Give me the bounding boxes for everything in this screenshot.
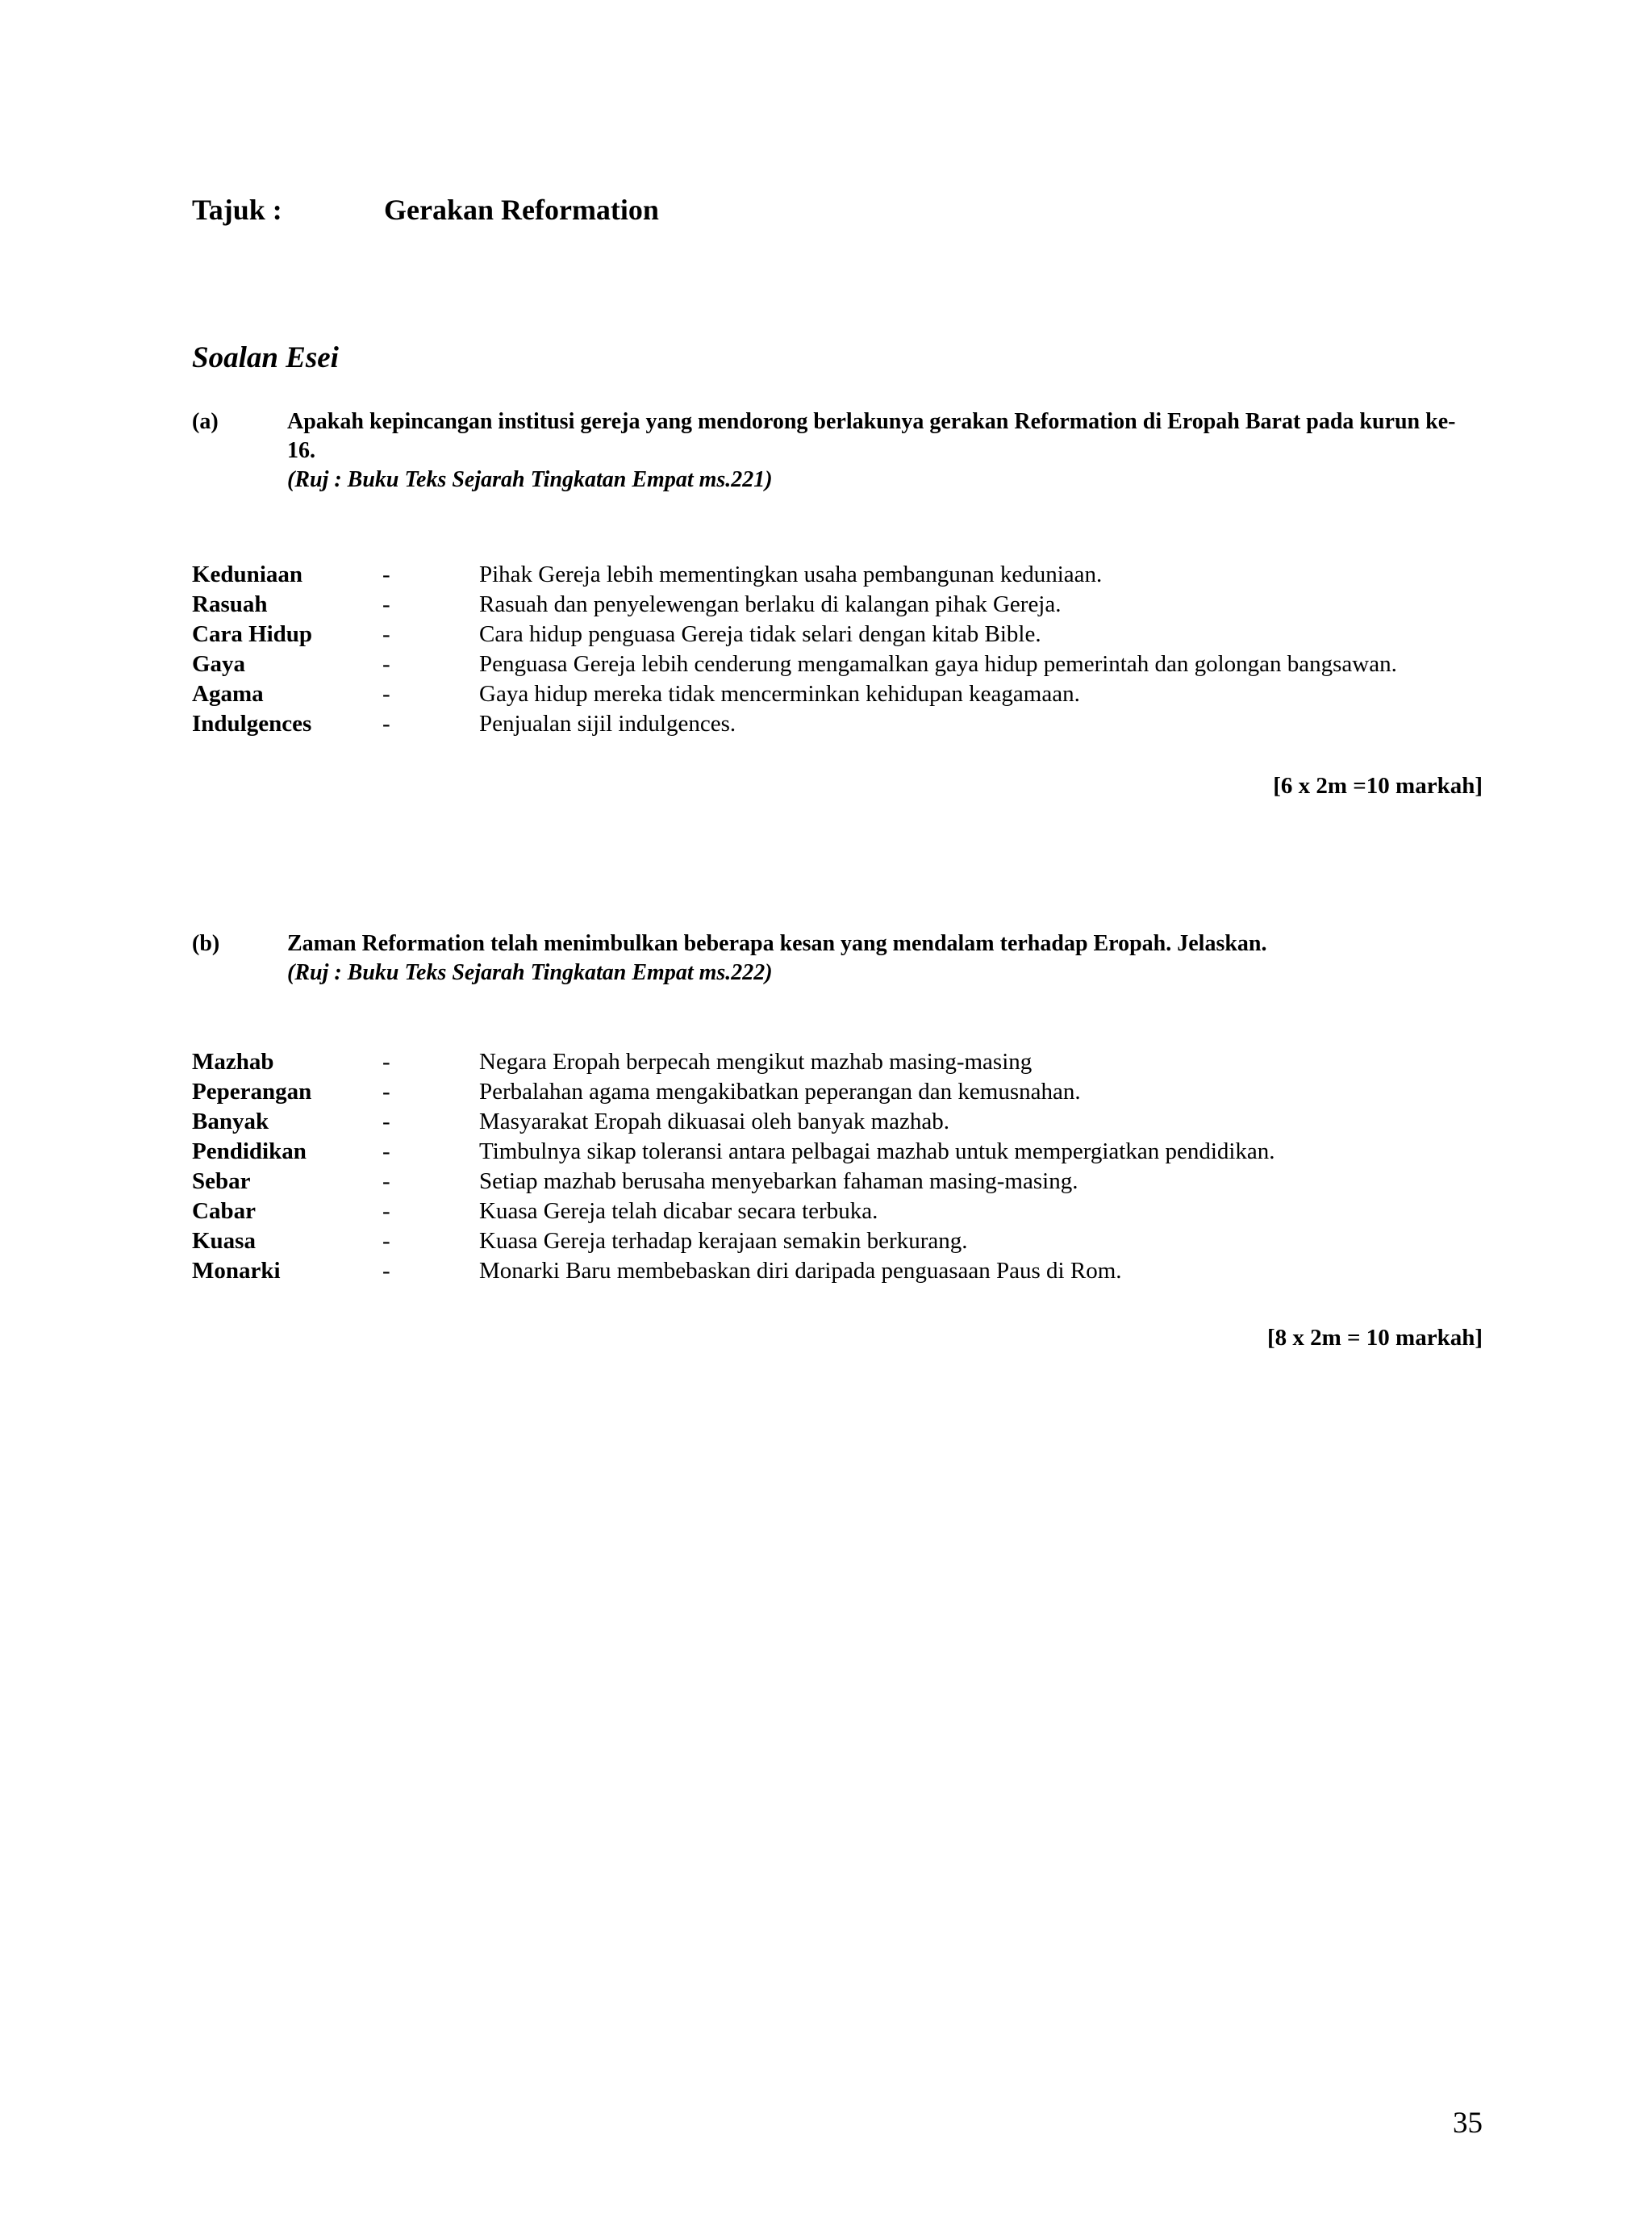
answer-dash: - [382,1228,390,1254]
answer-term: Cabar [192,1198,256,1224]
topic-title: Gerakan Reformation [384,194,659,226]
marks-a: [6 x 2m =10 markah] [1273,773,1483,799]
answer-row [192,649,1483,679]
answer-description: Gaya hidup mereka tidak mencerminkan kehidupan keagamaan. [479,681,1080,707]
answer-dash: - [382,591,390,617]
answer-row [192,620,1483,649]
answer-description: Perbalahan agama mengakibatkan peperangan dan kemusnahan. [479,1079,1081,1105]
answer-dash: - [382,1198,390,1224]
answer-description: Monarki Baru membebaskan diri daripada penguasaan Paus di Rom. [479,1258,1122,1284]
answer-description: Rasuah dan penyelewengan berlaku di kalangan pihak Gereja. [479,591,1062,617]
answer-term: Indulgences [192,711,312,737]
topic-line [192,190,659,229]
answer-description: Kuasa Gereja terhadap kerajaan semakin berkurang. [479,1228,968,1254]
answer-row [192,1256,1483,1286]
answer-list-b [192,1047,1483,1286]
answer-term: Cara Hidup [192,621,313,647]
answer-dash: - [382,681,390,707]
answer-term: Agama [192,681,264,707]
answer-dash: - [382,1138,390,1164]
answer-dash: - [382,1258,390,1284]
answer-description: Penjualan sijil indulgences. [479,711,736,737]
answer-row [192,1226,1483,1256]
answer-term: Sebar [192,1168,251,1194]
answer-term: Mazhab [192,1049,274,1075]
answer-list-a [192,560,1483,739]
answer-row [192,679,1483,709]
answer-row [192,560,1483,590]
answer-dash: - [382,651,390,677]
question-a [192,407,1483,495]
answer-description: Kuasa Gereja telah dicabar secara terbuka. [479,1198,878,1224]
answer-row [192,590,1483,620]
answer-term: Monarki [192,1258,281,1284]
answer-row [192,1077,1483,1107]
answer-term: Kuasa [192,1228,256,1254]
answer-dash: - [382,711,390,737]
question-b-number: (b) [192,931,220,956]
question-b-text: Zaman Reformation telah menimbulkan beberapa kesan yang mendalam terhadap Eropah. Jelaskan. [287,931,1267,956]
answer-term: Rasuah [192,591,268,617]
marks-b: [8 x 2m = 10 markah] [1266,1325,1483,1351]
answer-term: Peperangan [192,1079,312,1105]
answer-description: Pihak Gereja lebih mementingkan usaha pembangunan keduniaan. [479,562,1103,587]
question-a-text: Apakah kepincangan institusi gereja yang mendorong berlakunya gerakan Reformation di Eropah Barat pada kurun ke-16. [287,409,1456,463]
answer-description: Timbulnya sikap toleransi antara pelbagai mazhab untuk mempergiatkan pendidikan. [479,1138,1275,1164]
answer-row [192,1137,1483,1167]
question-a-reference: (Ruj : Buku Teks Sejarah Tingkatan Empat ms.221) [287,467,773,492]
answer-term: Pendidikan [192,1138,307,1164]
answer-description: Penguasa Gereja lebih cenderung mengamalkan gaya hidup pemerintah dan golongan bangsawan. [479,651,1397,677]
page-number: 35 [1453,2107,1483,2140]
answer-description: Negara Eropah berpecah mengikut mazhab masing-masing [479,1049,1032,1075]
answer-term: Banyak [192,1109,269,1134]
answer-description: Masyarakat Eropah dikuasai oleh banyak mazhab. [479,1109,950,1134]
answer-row [192,1197,1483,1226]
answer-row [192,1107,1483,1137]
answer-term: Keduniaan [192,562,302,587]
answer-row [192,1167,1483,1197]
answer-dash: - [382,1079,390,1105]
answer-row [192,709,1483,739]
question-b-reference: (Ruj : Buku Teks Sejarah Tingkatan Empat ms.222) [287,960,773,985]
answer-dash: - [382,621,390,647]
answer-description: Cara hidup penguasa Gereja tidak selari dengan kitab Bible. [479,621,1041,647]
answer-description: Setiap mazhab berusaha menyebarkan fahaman masing-masing. [479,1168,1078,1194]
answer-dash: - [382,562,390,587]
answer-dash: - [382,1168,390,1194]
question-a-number: (a) [192,409,219,434]
answer-dash: - [382,1049,390,1075]
answer-row [192,1047,1483,1077]
answer-dash: - [382,1109,390,1134]
topic-label: Tajuk : [192,194,282,226]
section-heading: Soalan Esei [192,341,339,374]
question-b [192,929,1483,988]
answer-term: Gaya [192,651,246,677]
